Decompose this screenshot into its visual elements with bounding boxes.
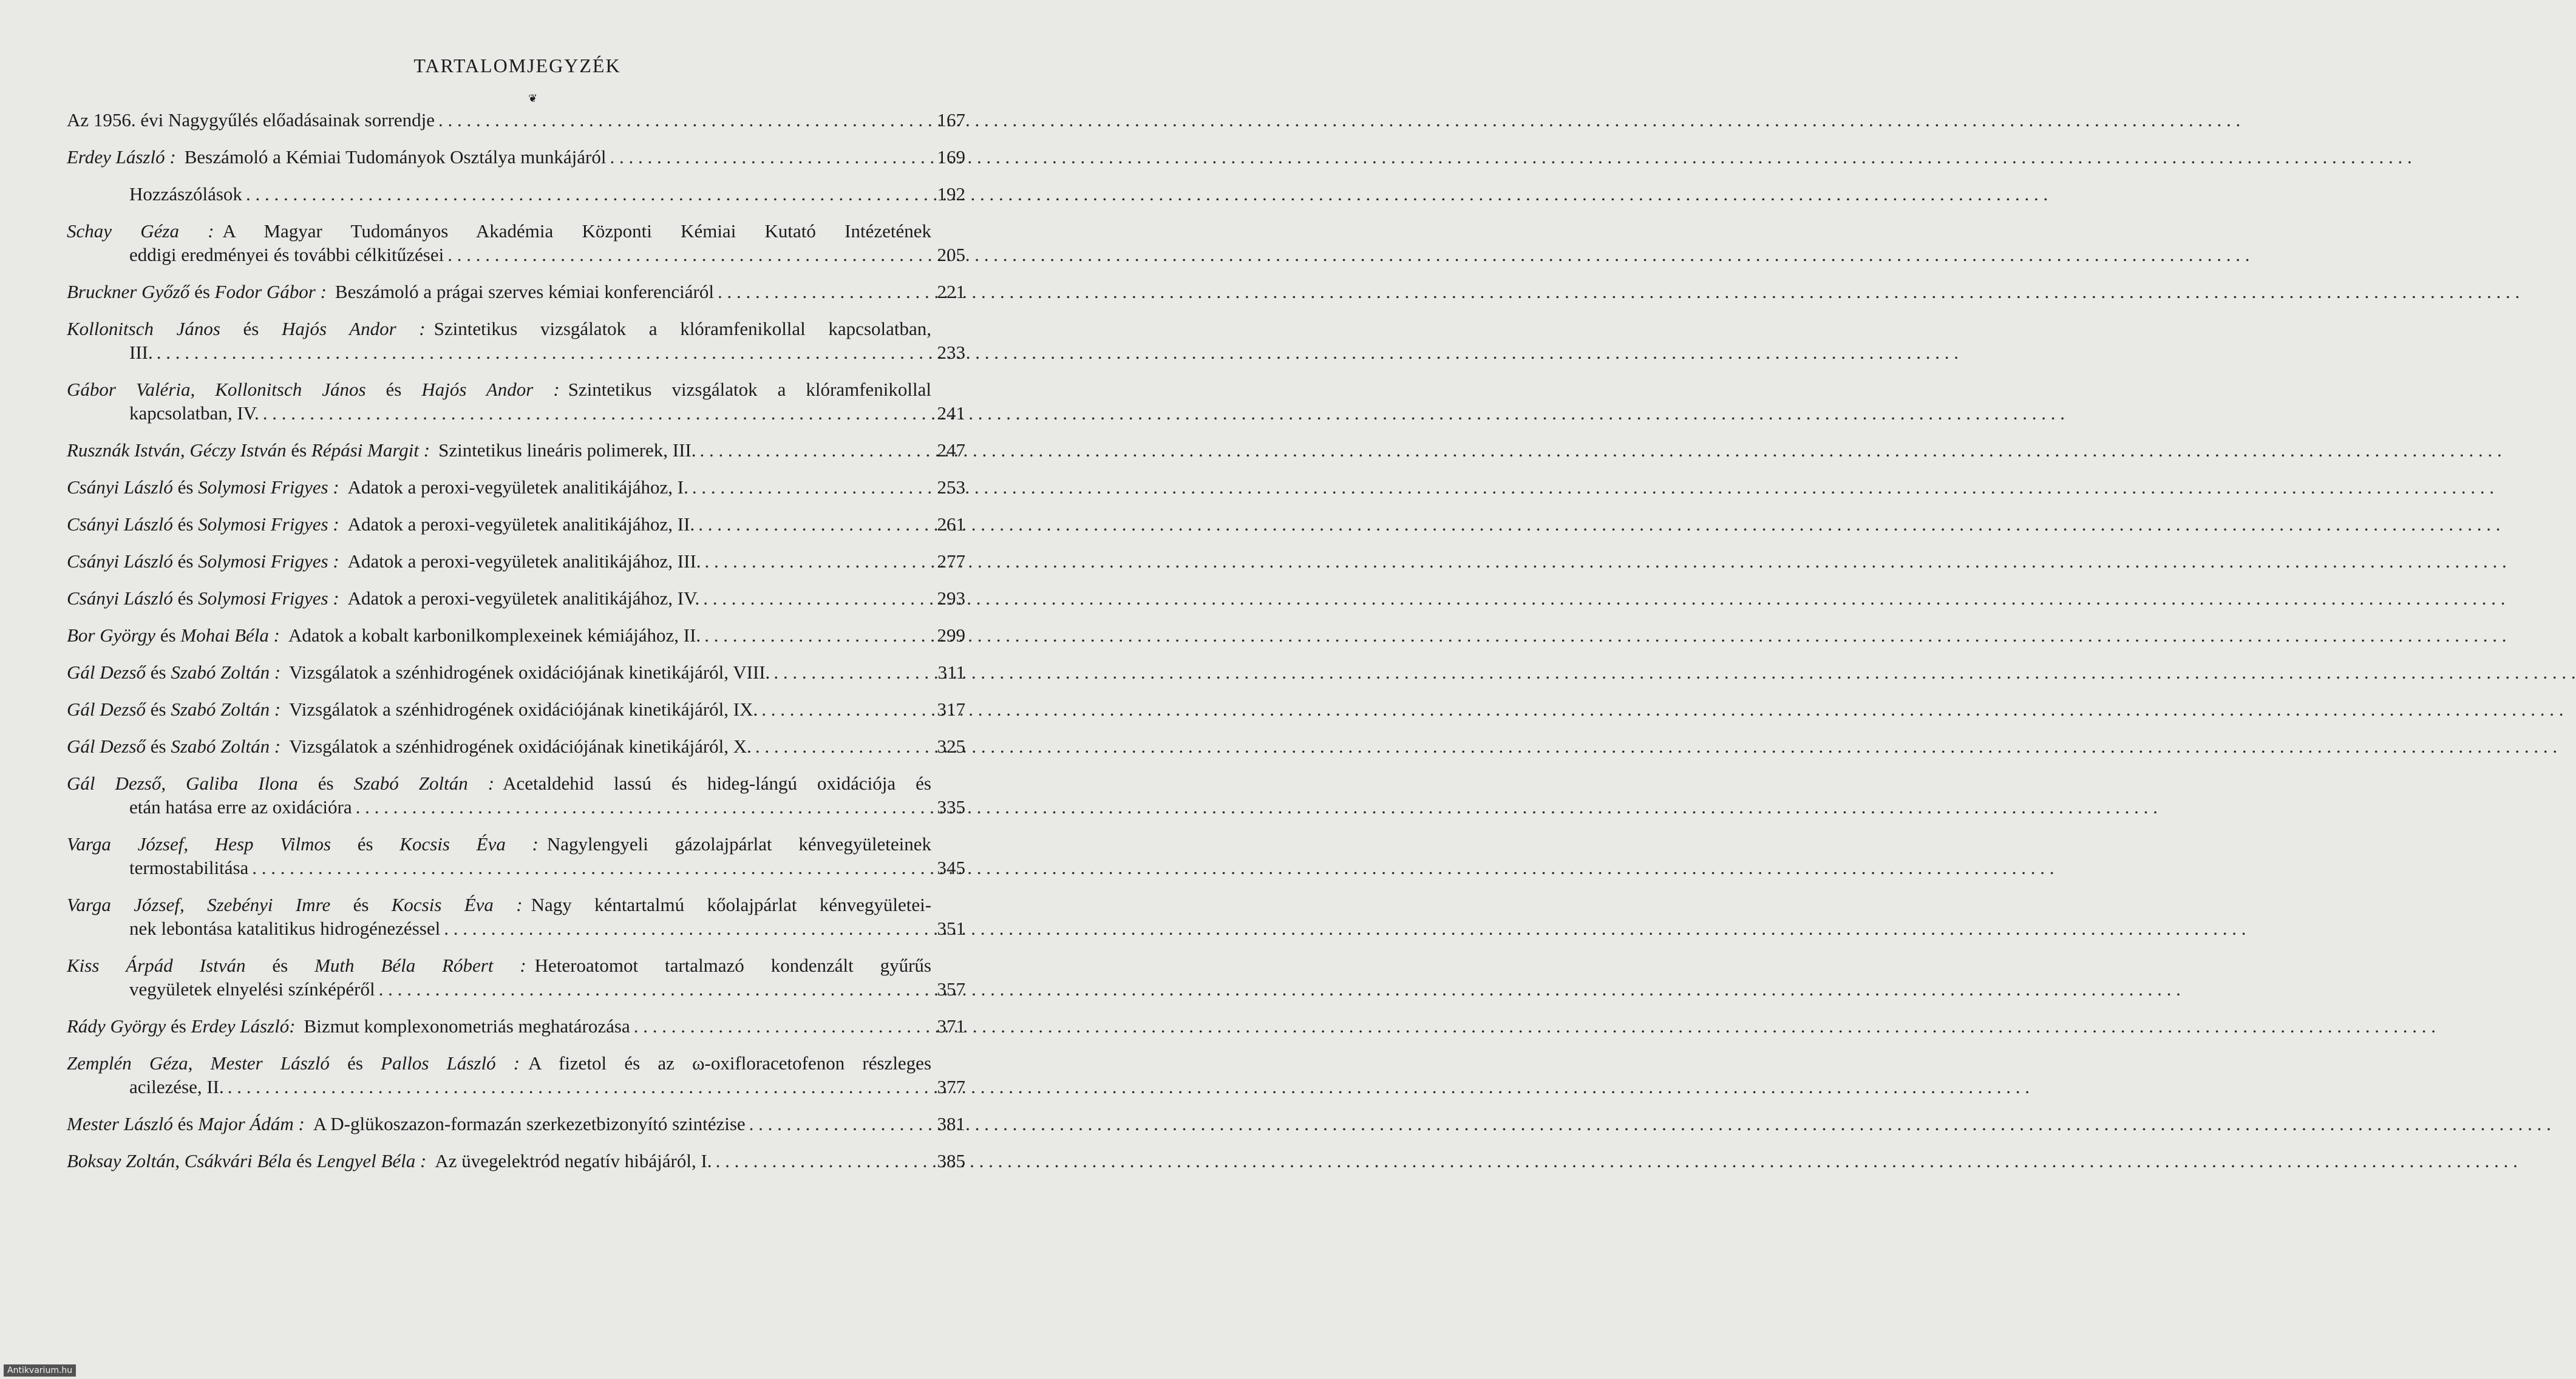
toc-entry [67, 145, 965, 169]
toc-entry-title: Acetaldehid lassú és hideg-lángú oxidációja és [503, 773, 932, 794]
toc-entry-authors [67, 549, 339, 573]
toc-entry-title: Adatok a peroxi-vegyületek analitikájához, I. [347, 476, 688, 498]
author-conjunction: és [297, 773, 354, 794]
author-name: Gál Dezső [67, 736, 146, 757]
author-name: Mester László [67, 1113, 173, 1134]
toc-entry-title: Az üvegelektród negatív hibájáról, I. [435, 1150, 712, 1171]
author-name: Pallos László : [381, 1052, 520, 1074]
toc-entry-page-number: 299 [937, 625, 965, 646]
toc-entry [67, 108, 965, 132]
toc-entry-title: A D-glükoszazon-formazán szerkezetbizonyító szintézise [313, 1113, 746, 1134]
toc-entry [67, 623, 965, 647]
author-name: Zemplén Géza, Mester László [67, 1052, 330, 1074]
toc-entry [67, 182, 965, 206]
dot-leader [718, 280, 928, 303]
toc-entry-authors [67, 280, 327, 303]
dot-leader [444, 917, 928, 940]
toc-entry-authors [67, 318, 426, 339]
author-conjunction: és [189, 281, 215, 302]
toc-entry-title: Beszámoló a Kémiai Tudományok Osztálya munkájáról [184, 146, 607, 168]
toc-entry-page-number: 221 [937, 281, 965, 302]
author-conjunction: és [172, 1113, 199, 1134]
toc-entry [67, 549, 965, 573]
toc-entry [67, 734, 965, 758]
toc-entry-title: termostabilitása [129, 857, 249, 878]
toc-entry-title: Vizsgálatok a szénhidrogének oxidációjának kinetikájáról, X. [289, 736, 752, 757]
toc-entry-page-number: 192 [937, 183, 965, 205]
toc-entry [67, 1051, 965, 1099]
toc-entry-page-number: 357 [937, 978, 965, 1000]
dot-leader [246, 182, 928, 206]
author-name: Solymosi Frigyes : [198, 588, 339, 609]
watermark: Antikvarium.hu [4, 1364, 76, 1377]
toc-entry-title: Adatok a peroxi-vegyületek analitikájához, III. [347, 551, 701, 572]
dot-leader [716, 1149, 928, 1173]
table-of-contents [67, 108, 965, 1186]
author-name: Bor György [67, 625, 156, 646]
author-name: Varga József, Szebényi Imre [67, 894, 331, 915]
author-name: Csányi László [67, 513, 173, 535]
author-name: Bruckner Győző [67, 281, 190, 302]
author-name: Kiss Árpád István [67, 955, 246, 976]
author-conjunction: és [331, 833, 400, 855]
dot-leader [379, 977, 928, 1001]
author-conjunction: és [166, 1015, 191, 1037]
toc-entry-title: Heteroatomot tartalmazó kondenzált gyűrűs [534, 955, 931, 976]
toc-entry-authors [67, 438, 430, 462]
author-name: Schay Géza : [67, 220, 214, 242]
dot-leader [700, 438, 928, 462]
toc-entry-page-number: 317 [937, 699, 965, 720]
toc-entry-title: A fizetol és az ω-oxifloracetofenon részleges [528, 1052, 932, 1074]
author-conjunction: és [172, 513, 199, 535]
toc-entry-page-number: 381 [937, 1113, 965, 1134]
author-name: Csányi László [67, 551, 173, 572]
toc-entry-title: Adatok a kobalt karbonilkomplexeinek kémiájához, II. [288, 625, 701, 646]
author-name: Gál Dezső, Galiba Ilona [67, 773, 298, 794]
toc-entry-authors [67, 773, 494, 794]
author-name: Szabó Zoltán : [171, 699, 281, 720]
author-conjunction: és [146, 662, 171, 683]
author-name: Szabó Zoltán : [171, 662, 281, 683]
dot-leader [755, 734, 928, 758]
toc-entry [67, 280, 965, 303]
dot-leader [252, 856, 928, 879]
toc-entry-page-number: 169 [937, 146, 965, 168]
toc-entry [67, 438, 965, 462]
toc-entry [67, 317, 965, 364]
toc-entry-title: Nagy kéntartalmú kőolajpárlat kénvegyületei- [531, 894, 932, 915]
author-name: Mohai Béla : [180, 625, 280, 646]
toc-entry-page-number: 241 [937, 402, 965, 424]
toc-entry-title: III. [129, 342, 153, 363]
author-name: Csányi László [67, 588, 173, 609]
toc-entry-page-number: 377 [937, 1076, 965, 1097]
toc-entry-page-number: 351 [937, 918, 965, 939]
toc-entry-authors [67, 623, 280, 647]
toc-entry-title: Adatok a peroxi-vegyületek analitikájához, II. [347, 513, 695, 535]
dot-leader [703, 586, 928, 610]
author-name: Kollonitsch János [67, 318, 220, 339]
dot-leader [634, 1014, 928, 1038]
toc-entry-page-number: 371 [937, 1015, 965, 1037]
author-conjunction: és [146, 736, 171, 757]
author-name: Erdey László : [67, 146, 176, 168]
toc-entry [67, 512, 965, 536]
toc-entry-title: A Magyar Tudományos Akadémia Központi Kémiai Kutató Intézetének [222, 220, 931, 242]
dot-leader [356, 795, 928, 819]
author-name: Szabó Zoltán : [353, 773, 495, 794]
toc-entry-title: Vizsgálatok a szénhidrogének oxidációjának kinetikájáról, VIII. [289, 662, 770, 683]
author-conjunction: és [220, 318, 282, 339]
author-name: Solymosi Frigyes : [198, 513, 339, 535]
toc-entry-page-number: 261 [937, 513, 965, 535]
author-conjunction: és [329, 1052, 381, 1074]
author-conjunction: és [286, 439, 311, 461]
toc-entry-page-number: 205 [937, 244, 965, 265]
author-name: Kocsis Éva : [391, 894, 523, 915]
dot-leader [749, 1112, 928, 1136]
dot-leader [705, 549, 928, 573]
toc-entry [67, 1112, 965, 1136]
toc-entry-title: Beszámoló a prágai szerves kémiai konferenciáról [335, 281, 714, 302]
toc-entry-authors [67, 697, 280, 721]
toc-entry-page-number: 345 [937, 857, 965, 878]
toc-entry [67, 771, 965, 819]
toc-entry-title: Szintetikus lineáris polimerek, III. [438, 439, 696, 461]
dot-leader [263, 401, 928, 425]
toc-entry-authors [67, 1014, 296, 1038]
toc-entry [67, 378, 965, 425]
dot-leader [761, 697, 928, 721]
page-title: TARTALOMJEGYZÉK [413, 55, 621, 76]
toc-entry-title: eddigi eredményei és további célkitűzései [129, 244, 444, 265]
toc-entry-title: Hozzászólások [129, 183, 242, 205]
toc-entry [67, 660, 965, 684]
dot-leader [773, 660, 928, 684]
toc-entry-title: vegyületek elnyelési színképéről [129, 978, 375, 1000]
dot-leader [157, 341, 928, 364]
toc-entry-page-number: 277 [937, 551, 965, 572]
toc-entry-authors [67, 475, 339, 499]
toc-entry-authors [67, 1052, 520, 1074]
toc-entry-authors [67, 1112, 305, 1136]
toc-entry [67, 1014, 965, 1038]
toc-entry-title: Adatok a peroxi-vegyületek analitikájához, IV. [347, 588, 700, 609]
toc-entry-page-number: 385 [937, 1150, 965, 1171]
toc-entry-title: nek lebontása katalitikus hidrogénezéssel [129, 918, 441, 939]
toc-entry [67, 832, 965, 879]
toc-entry-authors [67, 145, 176, 169]
toc-entry-title: Bizmut komplexonometriás meghatározása [304, 1015, 630, 1037]
toc-entry-authors [67, 220, 214, 242]
author-name: Szabó Zoltán : [171, 736, 281, 757]
toc-entry-title: etán hatása erre az oxidációra [129, 796, 352, 818]
toc-entry-title: acilezése, II. [129, 1076, 224, 1097]
toc-entry-page-number: 167 [937, 109, 965, 130]
author-name: Kocsis Éva : [399, 833, 539, 855]
author-name: Major Ádám : [198, 1113, 305, 1134]
dot-leader [438, 108, 928, 132]
author-conjunction: és [172, 551, 199, 572]
author-conjunction: és [365, 379, 422, 400]
toc-entry-page-number: 335 [937, 796, 965, 818]
author-name: Solymosi Frigyes : [198, 476, 339, 498]
author-conjunction: és [291, 1150, 317, 1171]
toc-entry-page-number: 247 [937, 439, 965, 461]
dot-leader [610, 145, 928, 169]
dot-leader [698, 512, 928, 536]
author-conjunction: és [330, 894, 392, 915]
ornament-icon: ❦ [528, 92, 538, 104]
author-name: Gál Dezső [67, 662, 146, 683]
author-name: Gál Dezső [67, 699, 146, 720]
toc-entry [67, 586, 965, 610]
author-conjunction: és [155, 625, 181, 646]
toc-entry-authors [67, 660, 280, 684]
toc-entry-authors [67, 955, 526, 976]
toc-entry-title: kapcsolatban, IV. [129, 402, 259, 424]
toc-entry-title: Nagylengyeli gázolajpárlat kénvegyületeinek [546, 833, 931, 855]
author-name: Lengyel Béla : [316, 1150, 427, 1171]
toc-entry-title: Az 1956. évi Nagygyűlés előadásainak sorrendje [67, 109, 435, 130]
author-name: Varga József, Hesp Vilmos [67, 833, 331, 855]
toc-entry-title: Szintetikus vizsgálatok a klóramfenikollal [568, 379, 931, 400]
toc-entry-page-number: 293 [937, 588, 965, 609]
toc-entry [67, 219, 965, 266]
author-name: Erdey László: [191, 1015, 296, 1037]
author-conjunction: és [172, 476, 199, 498]
author-name: Csányi László [67, 476, 173, 498]
author-name: Répási Margit : [311, 439, 430, 461]
dot-leader [704, 623, 928, 647]
toc-entry-page-number: 233 [937, 342, 965, 363]
author-name: Gábor Valéria, Kollonitsch János [67, 379, 366, 400]
author-name: Rusznák István, Géczy István [67, 439, 287, 461]
toc-entry [67, 697, 965, 721]
toc-entry [67, 1149, 965, 1173]
toc-entry-title: Vizsgálatok a szénhidrogének oxidációjának kinetikájáról, IX. [289, 699, 758, 720]
toc-entry [67, 893, 965, 940]
author-name: Hajós Andor : [421, 379, 560, 400]
author-name: Muth Béla Róbert : [314, 955, 526, 976]
toc-entry [67, 475, 965, 499]
toc-entry-authors [67, 379, 560, 400]
toc-entry [67, 954, 965, 1001]
author-name: Boksay Zoltán, Csákvári Béla [67, 1150, 292, 1171]
toc-entry-authors [67, 833, 539, 855]
author-conjunction: és [146, 699, 171, 720]
author-conjunction: és [172, 588, 199, 609]
dot-leader [692, 475, 928, 499]
toc-entry-authors [67, 512, 339, 536]
toc-entry-title: Szintetikus vizsgálatok a klóramfenikollal kapcsolatban, [433, 318, 931, 339]
toc-entry-authors [67, 894, 523, 915]
author-name: Rády György [67, 1015, 166, 1037]
toc-entry-page-number: 253 [937, 476, 965, 498]
dot-leader [447, 243, 928, 266]
toc-entry-page-number: 325 [937, 736, 965, 757]
toc-entry-authors [67, 734, 280, 758]
toc-entry-authors [67, 586, 339, 610]
dot-leader [228, 1075, 928, 1099]
toc-entry-page-number: 311 [937, 662, 965, 683]
author-conjunction: és [245, 955, 315, 976]
author-name: Fodor Gábor : [214, 281, 327, 302]
toc-entry-authors [67, 1149, 426, 1173]
author-name: Hajós Andor : [282, 318, 426, 339]
author-name: Solymosi Frigyes : [198, 551, 339, 572]
